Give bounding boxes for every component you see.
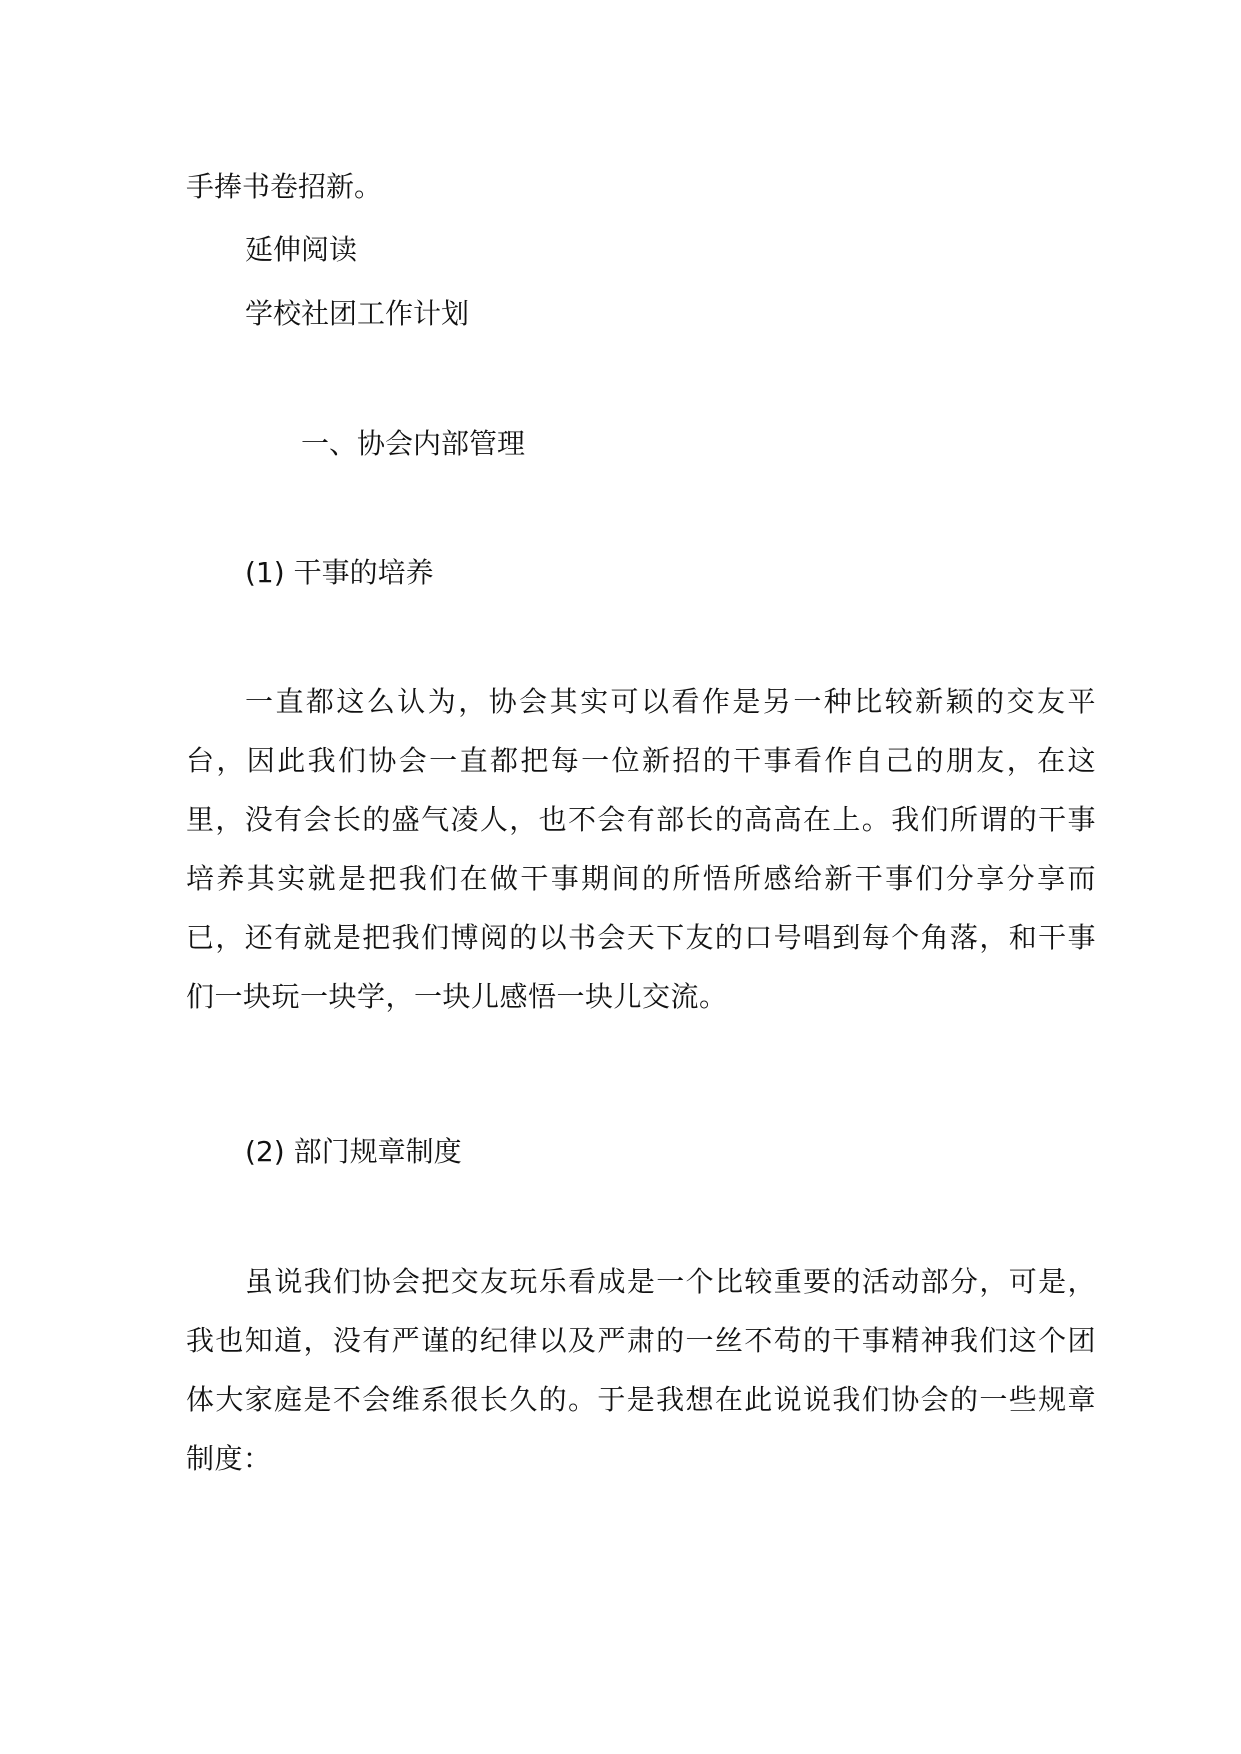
- extended-reading-label: 延伸阅读: [245, 233, 358, 266]
- opening-fragment: 手捧书卷招新。: [186, 170, 383, 203]
- subheading-cadre-training: (1) 干事的培养: [245, 556, 434, 589]
- paragraph-cadre-training: 一直都这么认为，协会其实可以看作是另一种比较新颖的交友平台，因此我们协会一直都把每一位新招的干事看作自己的朋友，在这里，没有会长的盛气凌人，也不会有部长的高高在上。我们所谓的干事培养其实就是把我们在做干事期间的所悟所感给新干事们分享分享而已，还有就是把我们博阅的以书会天下友的口号唱到每个角落，和干事们一块玩一块学，一块儿感悟一块儿交流。: [186, 685, 1096, 1013]
- extended-reading-title: 学校社团工作计划: [245, 297, 470, 330]
- paragraph-department-rules: 虽说我们协会把交友玩乐看成是一个比较重要的活动部分，可是，我也知道，没有严谨的纪律以及严肃的一丝不苟的干事精神我们这个团体大家庭是不会维系很长久的。于是我想在此说说我们协会的一些规章制度：: [186, 1265, 1096, 1475]
- subheading-department-rules: (2) 部门规章制度: [245, 1135, 462, 1168]
- section-heading: 一、协会内部管理: [301, 427, 526, 460]
